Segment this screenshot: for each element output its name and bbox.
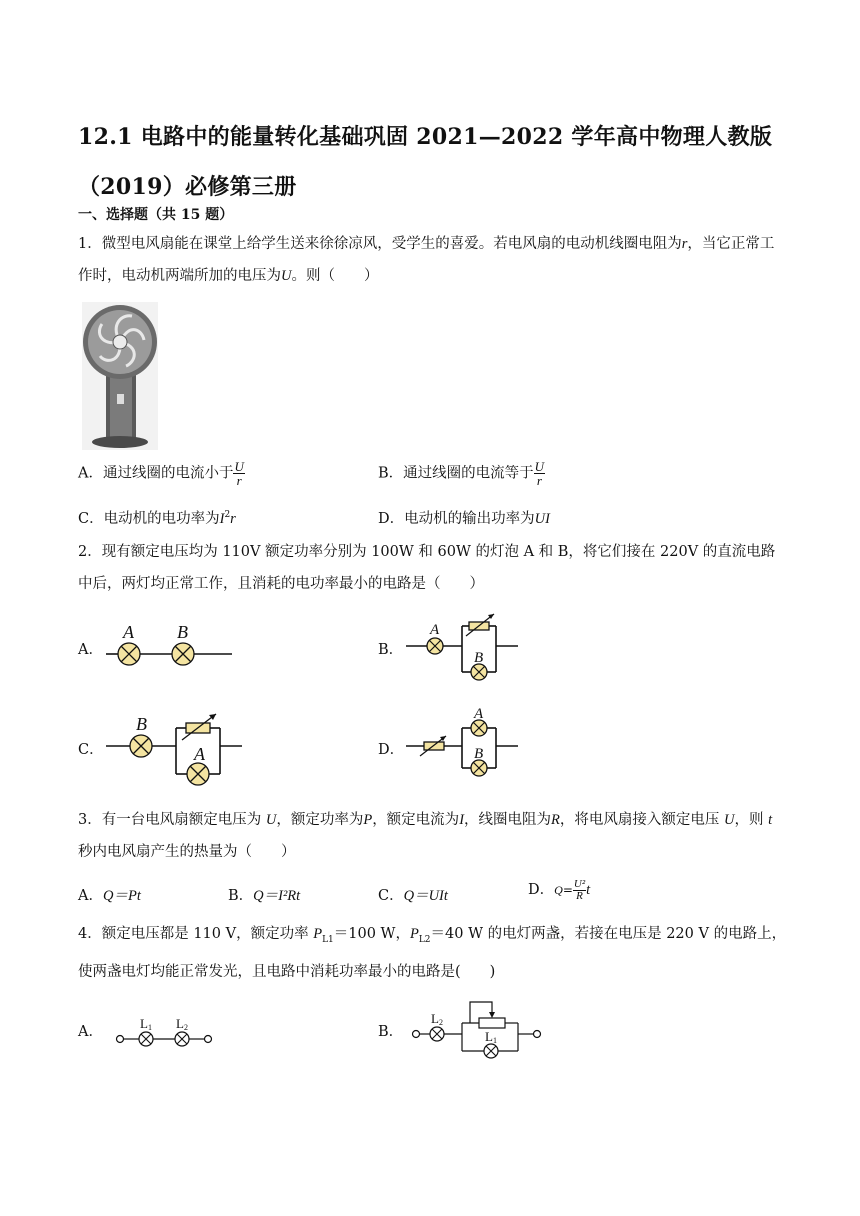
lamp-l2-icon — [175, 1032, 189, 1046]
q2-option-c[interactable]: C． — [78, 742, 104, 758]
lamp-b-icon — [172, 643, 194, 665]
svg-text:2: 2 — [439, 1018, 443, 1027]
q3-option-b[interactable]: B．Q＝I²Rt — [228, 888, 301, 904]
q2-option-a[interactable]: A． — [78, 642, 103, 658]
svg-text:2: 2 — [184, 1023, 188, 1032]
svg-text:L: L — [485, 1029, 493, 1044]
question-1-stem: 1．微型电风扇能在课堂上给学生送来徐徐凉风，受学生的喜爱。若电风扇的电动机线圈电阻为r，当它正常工作时，电动机两端所加的电压为U。则（ ） — [78, 236, 775, 284]
q2-option-b[interactable]: B． — [378, 642, 404, 658]
q2-circuit-a — [106, 620, 236, 670]
question-4-stem: 4．额定电压都是 110 V，额定功率 $P_{L1}=100$ W，$P_{L2}=40$ W 的电灯两盏，若接在电压是 220 V 的电路上，使两盏电灯均能正常发光，且电路中消耗功率最小的电路是( ) — [78, 926, 787, 980]
question-3-stem: 3．有一台电风扇额定电压为 U，额定功率为P，额定电流为I，线圈电阻为R，将电风扇接入额定电压 U，则 t 秒内电风扇产生的热量为（ ） — [78, 812, 773, 860]
lamp-l2-icon — [430, 1027, 444, 1041]
electric-fan-image — [82, 302, 158, 450]
svg-text:B: B — [474, 650, 484, 666]
svg-text:1: 1 — [493, 1036, 497, 1045]
q2-circuit-d — [406, 706, 526, 790]
q4-option-b[interactable]: B． — [378, 1024, 404, 1040]
q2-circuit-c — [106, 710, 246, 790]
fraction-u-over-r: $\frac{U}{r}$ — [534, 459, 545, 488]
lamp-b-icon — [130, 735, 152, 757]
lamp-a-icon — [118, 643, 140, 665]
svg-text:A: A — [430, 622, 440, 638]
svg-text:L: L — [176, 1016, 184, 1031]
svg-text:B: B — [177, 622, 188, 642]
svg-text:B: B — [474, 746, 484, 762]
svg-text:A: A — [123, 622, 134, 642]
q2-option-d[interactable]: D． — [378, 742, 405, 758]
svg-text:B: B — [136, 714, 147, 734]
lamp-a-icon — [187, 763, 209, 785]
q2-circuit-b — [406, 612, 526, 684]
svg-text:A: A — [194, 744, 205, 764]
svg-text:A: A — [474, 706, 484, 722]
lamp-b-icon — [471, 664, 487, 680]
q4-circuit-b — [410, 996, 544, 1062]
lamp-a-icon — [471, 720, 487, 736]
fraction-u-over-r: $\frac{U}{r}$ — [234, 459, 244, 488]
q1-option-c[interactable]: C．电动机的电功率为$I^2r$ — [78, 510, 236, 527]
svg-text:L: L — [140, 1016, 148, 1031]
q1-option-b[interactable]: B．通过线圈的电流等于 $\frac{U}{r}$ — [378, 459, 545, 488]
q4-circuit-a — [114, 1014, 214, 1050]
lamp-b-icon — [471, 760, 487, 776]
q1-option-a[interactable]: A．通过线圈的电流小于 $\frac{U}{r}$ — [78, 459, 244, 488]
question-2-stem: 2．现有额定电压均为 110V 额定功率分别为 100W 和 60W 的灯泡 A 和 B，将它们接在 220V 的直流电路中后，两灯均正常工作，且消耗的电功率最小的电路是（ ） — [78, 544, 776, 592]
svg-text:L: L — [431, 1011, 439, 1026]
section-heading: 一、选择题（共 15 题） — [78, 207, 234, 223]
lamp-l1-icon — [139, 1032, 153, 1046]
q1-option-d[interactable]: D．电动机的输出功率为UI — [378, 511, 550, 527]
q3-option-c[interactable]: C．Q＝UIt — [378, 888, 448, 904]
q3-option-d[interactable]: D．Q= $\frac{\text{U²}}{R}$ t — [528, 877, 591, 902]
lamp-a-icon — [427, 638, 443, 654]
q4-option-a[interactable]: A． — [78, 1024, 103, 1040]
lamp-l1-icon — [484, 1044, 498, 1058]
q3-option-a[interactable]: A．Q＝Pt — [78, 888, 141, 904]
page-title: 12.1 电路中的能量转化基础巩固 2021—2022 学年高中物理人教版（2019）必修第三册 — [78, 124, 773, 200]
svg-text:1: 1 — [148, 1023, 152, 1032]
